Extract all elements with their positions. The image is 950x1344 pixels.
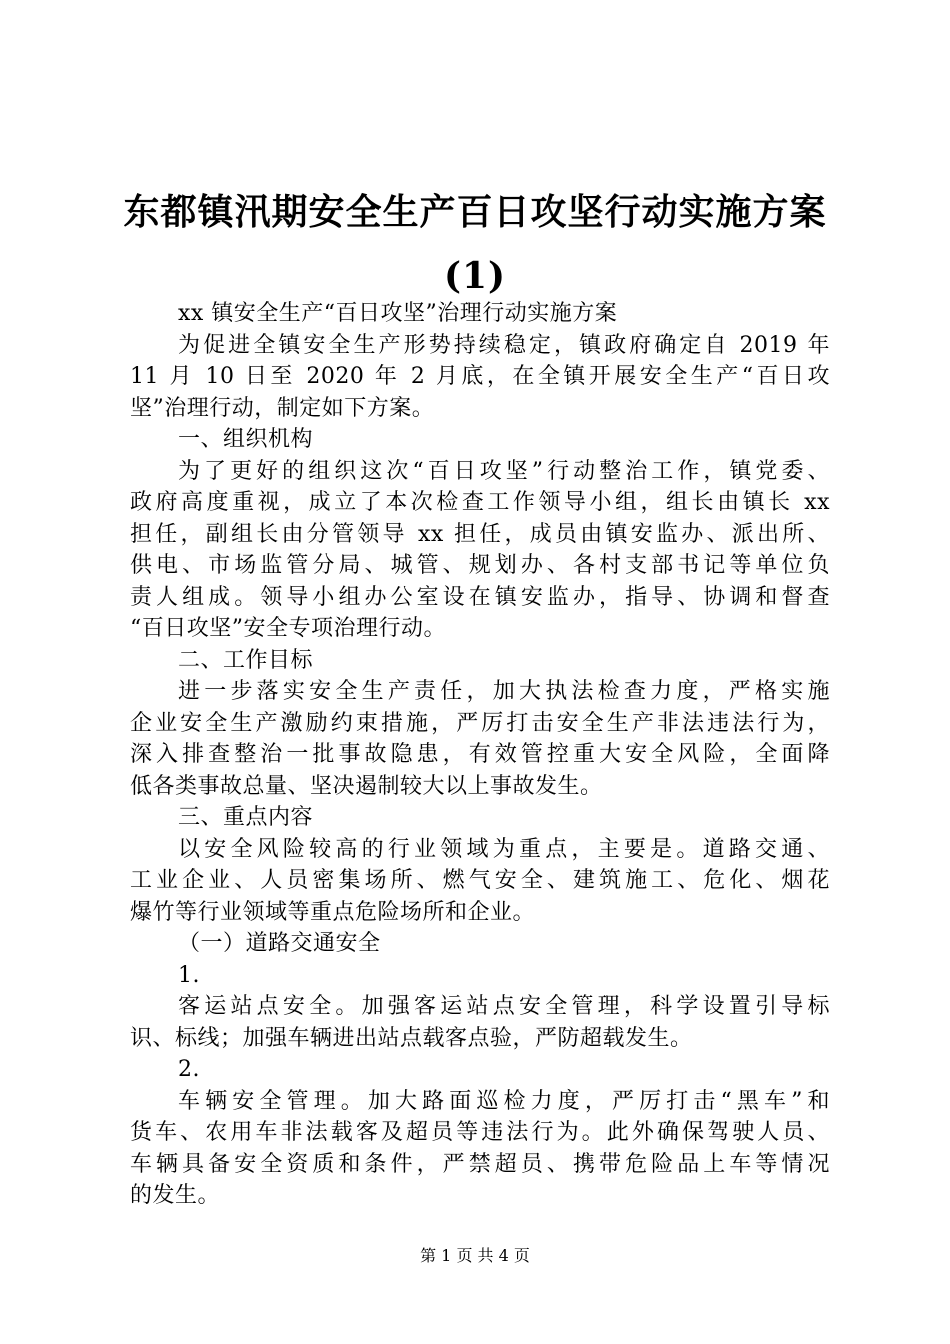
text-line: 车辆安全管理。加大路面巡检力度，严厉打击“黑车”和 <box>178 1088 830 1114</box>
text-line: 政府高度重视，成立了本次检查工作领导小组，组长由镇长 xx <box>130 490 830 515</box>
text-line: 客运站点安全。加强客运站点安全管理，科学设置引导标 <box>178 994 830 1019</box>
document-body <box>130 298 830 1212</box>
item-number: 1. <box>178 962 200 988</box>
text-line: 为了更好的组织这次“百日攻坚”行动整治工作，镇党委、 <box>178 458 830 484</box>
text-line: 责人组成。领导小组办公室设在镇安监办，指导、协调和督查 <box>130 584 830 610</box>
text-line: 低各类事故总量、坚决遏制较大以上事故发生。 <box>130 773 603 799</box>
text-line: 坚”治理行动，制定如下方案。 <box>130 395 435 421</box>
text-line: 深入排查整治一批事故隐患，有效管控重大安全风险，全面降 <box>130 742 830 767</box>
section-heading: 二、工作目标 <box>178 647 314 673</box>
text-line: 货车、农用车非法载客及超员等违法行为。此外确保驾驶人员、 <box>130 1120 830 1145</box>
text-line: 车辆具备安全资质和条件，严禁超员、携带危险品上车等情况 <box>130 1151 830 1177</box>
document-title <box>0 180 950 308</box>
text-line: 11 月 10 日至 2020 年 2 月底，在全镇开展安全生产“百日攻 <box>130 364 830 389</box>
section-heading: 三、重点内容 <box>178 805 314 830</box>
text-line: 爆竹等行业领域等重点危险场所和企业。 <box>130 899 536 925</box>
text-line: 供电、市场监管分局、城管、规划办、各村支部书记等单位负 <box>130 553 830 578</box>
page-footer: 第 1 页 共 4 页 <box>420 1246 530 1265</box>
text-line: 进一步落实安全生产责任，加大执法检查力度，严格实施 <box>178 679 830 704</box>
text-line: 工业企业、人员密集场所、燃气安全、建筑施工、危化、烟花 <box>130 868 830 893</box>
section-heading: 一、组织机构 <box>178 427 314 452</box>
title-line-2: (1) <box>443 255 507 297</box>
text-line: “百日攻坚”安全专项治理行动。 <box>130 616 446 641</box>
text-line: 企业安全生产激励约束措施，严厉打击安全生产非法违法行为， <box>130 710 830 736</box>
text-line: 以安全风险较高的行业领域为重点，主要是。道路交通、 <box>178 836 830 862</box>
text-line: 的发生。 <box>130 1183 221 1208</box>
text-line: xx 镇安全生产“百日攻坚”治理行动实施方案 <box>178 301 618 326</box>
subsection-heading: （一）道路交通安全 <box>178 931 381 956</box>
text-line: 识、标线；加强车辆进出站点载客点验，严防超载发生。 <box>130 1025 693 1051</box>
title-line-1: 东都镇汛期安全生产百日攻坚行动实施方案 <box>123 191 827 233</box>
text-line: 担任，副组长由分管领导 xx 担任，成员由镇安监办、派出所、 <box>130 521 830 547</box>
text-line: 为促进全镇安全生产形势持续稳定，镇政府确定自 2019 年 <box>178 332 830 358</box>
item-number: 2. <box>178 1057 200 1082</box>
